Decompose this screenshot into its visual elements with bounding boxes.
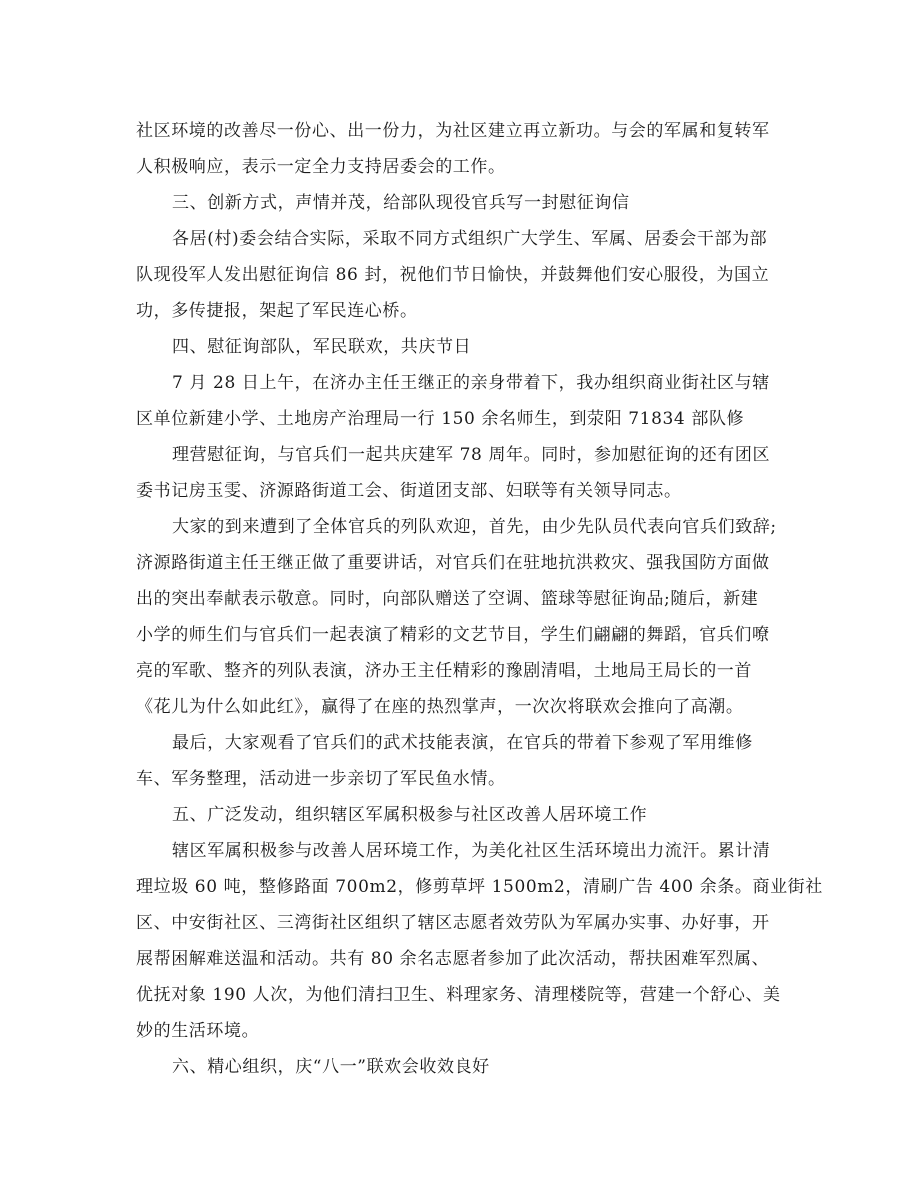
text-line: 辖区军属积极参与改善人居环境工作，为美化社区生活环境出力流汗。累计清	[172, 841, 771, 861]
text-line: 7 月 28 日上午，在济办主任王继正的亲身带着下，我办组织商业街社区与辖	[172, 373, 770, 393]
text-line: 功，多传捷报，架起了军民连心桥。	[136, 301, 418, 321]
text-line: 亮的军歌、整齐的列队表演，济办王主任精彩的豫剧清唱，土地局王局长的一首	[136, 661, 752, 681]
text-line: 最后，大家观看了官兵们的武术技能表演，在官兵的带着下参观了军用维修	[172, 733, 753, 753]
text-line: 优抚对象 190 人次，为他们清扫卫生、料理家务、清理楼院等，营建一个舒心、美	[136, 985, 781, 1005]
section-heading: 六、精心组织，庆“八一”联欢会收效良好	[172, 1057, 490, 1077]
text-line: 队现役军人发出慰征询信 86 封，祝他们节日愉快，并鼓舞他们安心服役，为国立	[136, 265, 770, 285]
text-line: 区、中安街社区、三湾街社区组织了辖区志愿者效劳队为军属办实事、办好事，开	[136, 913, 770, 933]
text-line: 委书记房玉雯、济源路街道工会、街道团支部、妇联等有关领导同志。	[136, 481, 682, 501]
text-line: 妙的生活环境。	[136, 1021, 260, 1041]
text-line: 展帮困解难送温和活动。共有 80 余名志愿者参加了此次活动，帮扶困难军烈属、	[136, 949, 770, 969]
text-line: 社区环境的改善尽一份心、出一份力，为社区建立再立新功。与会的军属和复转军	[136, 121, 770, 141]
text-line: 小学的师生们与官兵们一起表演了精彩的文艺节目，学生们翩翩的舞蹈，官兵们嘹	[136, 625, 770, 645]
text-line: 理垃圾 60 吨，整修路面 700m2，修剪草坪 1500m2，清刷广告 400 余条。商业街社	[136, 877, 823, 897]
section-heading: 五、广泛发动，组织辖区军属积极参与社区改善人居环境工作	[172, 805, 648, 825]
text-line: 《花儿为什么如此红》，赢得了在座的热烈掌声，一次次将联欢会推向了高潮。	[136, 697, 744, 717]
text-line: 各居(村)委会结合实际，采取不同方式组织广大学生、军属、居委会干部为部	[172, 229, 768, 249]
text-line: 济源路街道主任王继正做了重要讲话，对官兵们在驻地抗洪救灾、强我国防方面做	[136, 553, 770, 573]
text-line: 人积极响应，表示一定全力支持居委会的工作。	[136, 157, 506, 177]
text-line: 区单位新建小学、土地房产治理局一行 150 余名师生，到荥阳 71834 部队修	[136, 409, 745, 429]
text-line: 理营慰征询，与官兵们一起共庆建军 78 周年。同时，参加慰征询的还有团区	[172, 445, 771, 465]
section-heading: 三、创新方式，声情并茂，给部队现役官兵写一封慰征询信	[172, 193, 630, 213]
text-line: 车、军务整理，活动进一步亲切了军民鱼水情。	[136, 769, 506, 789]
text-line: 大家的到来遭到了全体官兵的列队欢迎，首先，由少先队员代表向官兵们致辞;	[172, 517, 777, 537]
section-heading: 四、慰征询部队，军民联欢，共庆节日	[172, 337, 472, 357]
text-line: 出的突出奉献表示敬意。同时，向部队赠送了空调、篮球等慰征询品;随后，新建	[136, 589, 759, 609]
